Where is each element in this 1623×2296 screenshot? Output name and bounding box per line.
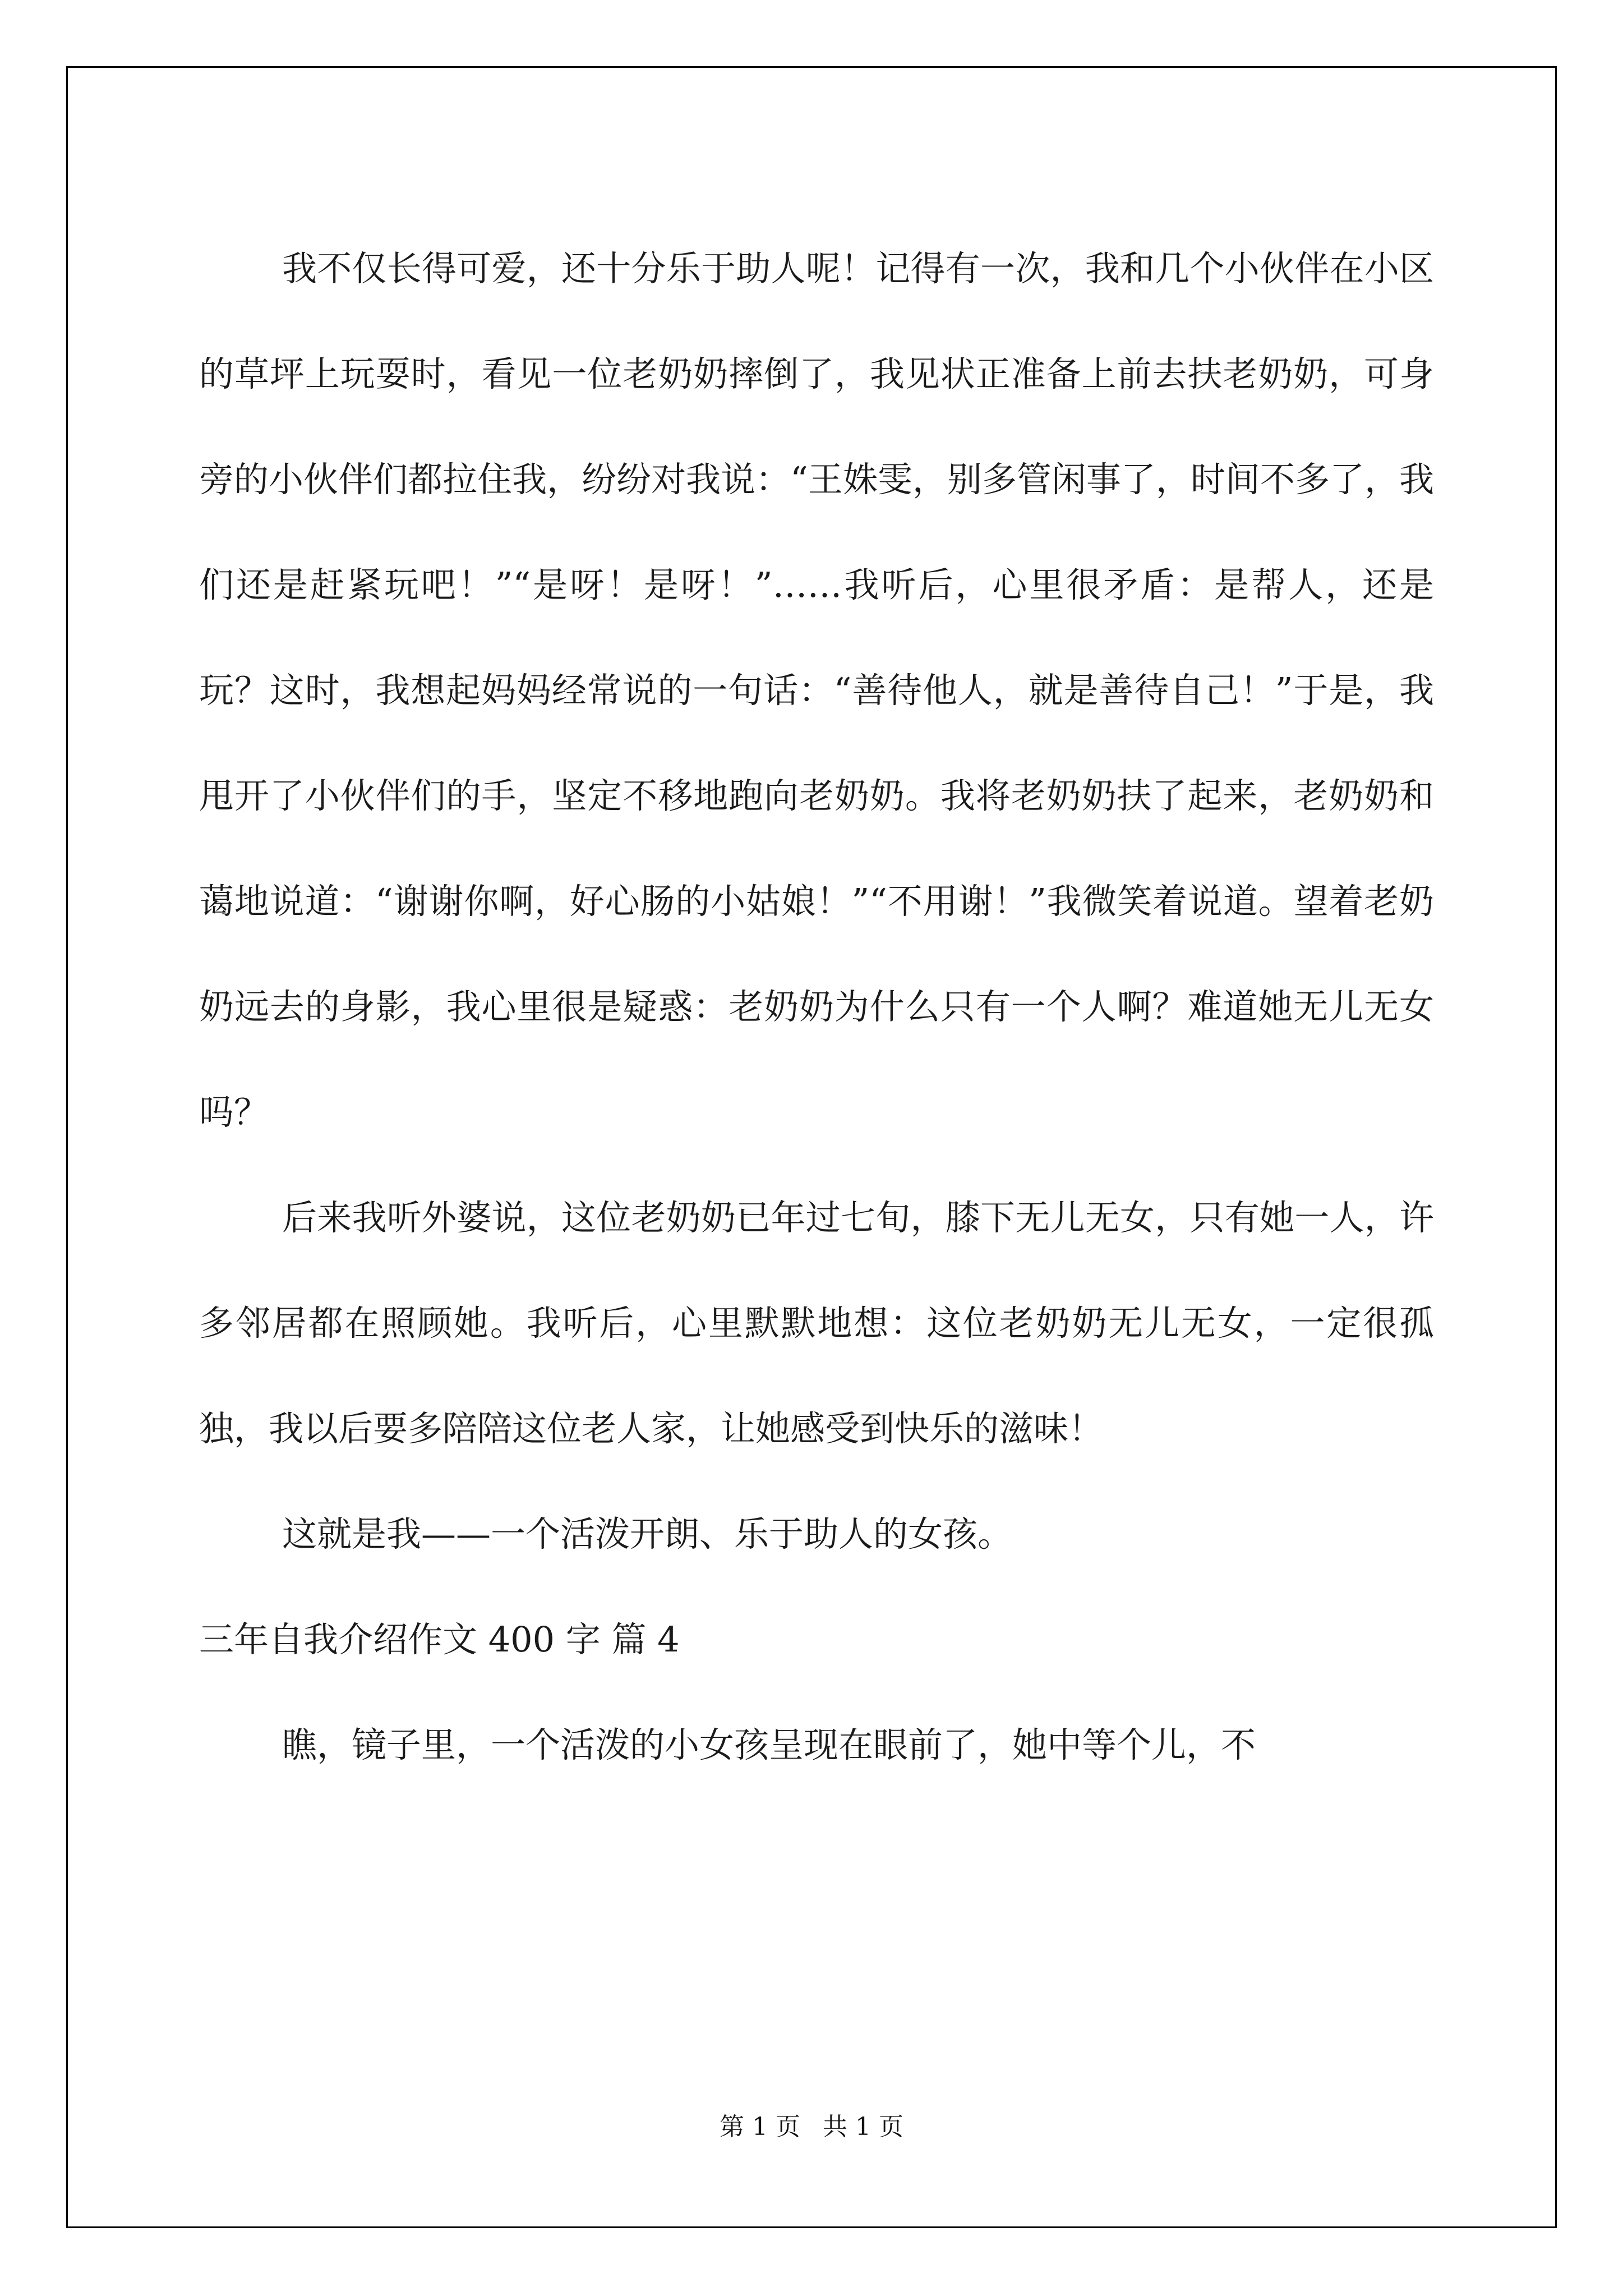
- document-body: [199, 216, 1434, 1798]
- paragraph-1: 我不仅长得可爱，还十分乐于助人呢！记得有一次，我和几个小伙伴在小区的草坪上玩耍时，看见一位老奶奶摔倒了，我见状正准备上前去扶老奶奶，可身旁的小伙伴们都拉住我，纷纷对我说：“王姝雯，别多管闲事了，时间不多了，我们还是赶紧玩吧！”“是呀！是呀！”……我听后，心里很矛盾：是帮人，还是玩？这时，我想起妈妈经常说的一句话：“善待他人，就是善待自己！”于是，我甩开了小伙伴们的手，坚定不移地跑向老奶奶。我将老奶奶扶了起来，老奶奶和蔼地说道：“谢谢你啊，好心肠的小姑娘！”“不用谢！”我微笑着说道。望着老奶奶远去的身影，我心里很是疑惑：老奶奶为什么只有一个人啊？难道她无儿无女吗？: [199, 248, 1434, 1133]
- page-footer: [0, 2106, 1623, 2142]
- paragraph-3: 这就是我——一个活泼开朗、乐于助人的女孩。: [282, 1513, 1013, 1554]
- paragraph-4: 瞧，镜子里，一个活泼的小女孩呈现在眼前了，她中等个儿，不: [282, 1724, 1256, 1765]
- paragraph-2: 后来我听外婆说，这位老奶奶已年过七旬，膝下无儿无女，只有她一人，许多邻居都在照顾她。我听后，心里默默地想：这位老奶奶无儿无女，一定很孤独，我以后要多陪陪这位老人家，让她感受到快乐的滋味！: [199, 1197, 1434, 1449]
- page-total: 共 1 页: [823, 2113, 903, 2141]
- section-heading: 三年自我介绍作文 400 字 篇 4: [199, 1619, 680, 1660]
- page-number: 第 1 页: [720, 2113, 800, 2141]
